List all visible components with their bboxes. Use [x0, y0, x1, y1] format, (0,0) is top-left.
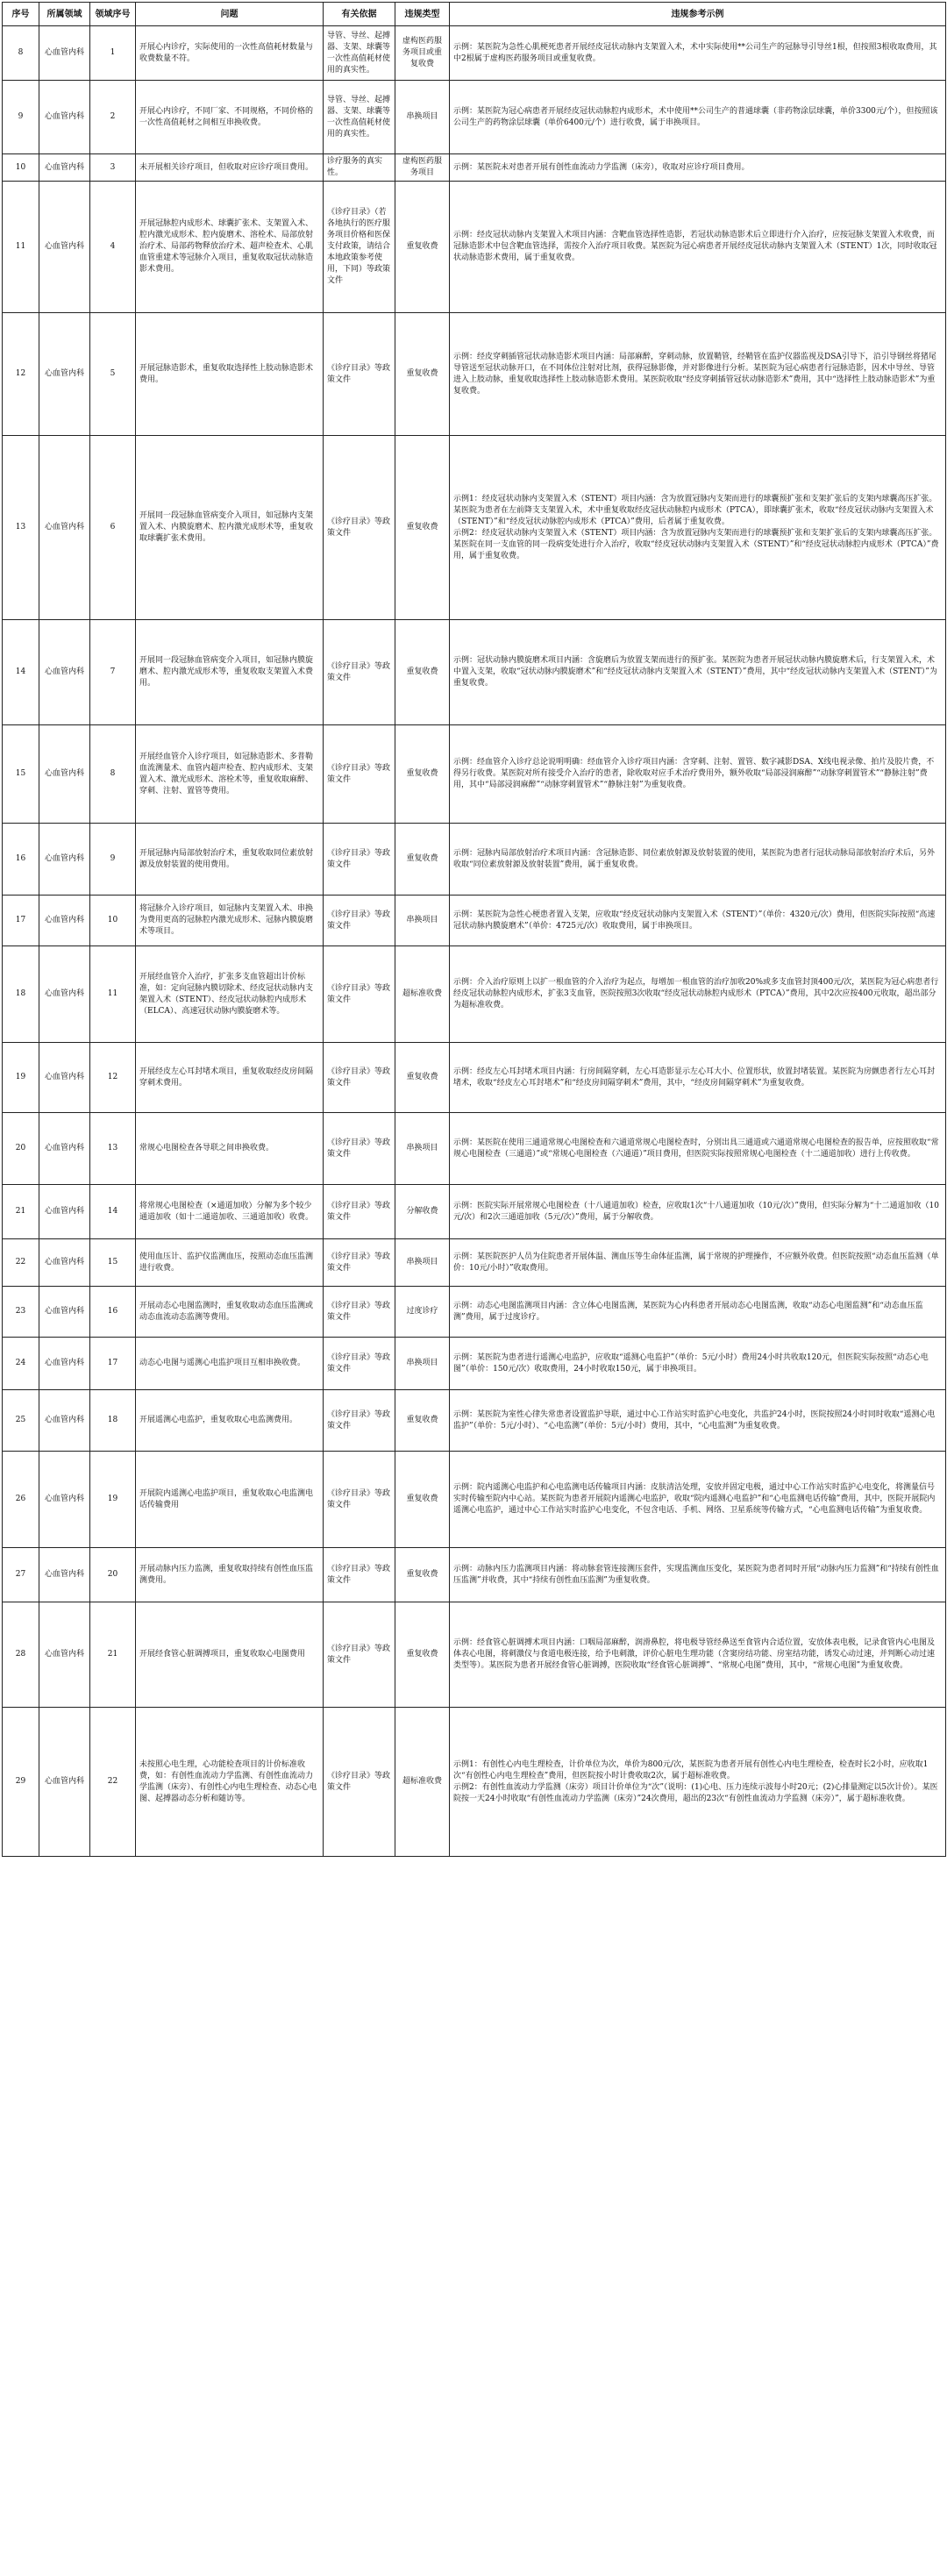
table-row	[3, 1239, 946, 1287]
row-issue: 开展同一段冠脉血管病变介入项目，如冠脉内膜旋磨术、腔内激光成形术等，重复收取支架置入术费用。	[136, 620, 324, 725]
row-violation-type: 超标准收费	[395, 1708, 450, 1857]
row-number: 13	[3, 436, 39, 620]
row-domain-number: 12	[90, 1043, 136, 1113]
row-violation-type: 重复收费	[395, 1602, 450, 1708]
row-basis: 《诊疗目录》等政策文件	[324, 1113, 395, 1185]
table-row	[3, 81, 946, 154]
row-issue: 未按照心电生理，心功能检查项目的计价标准收费，如：有创性血流动力学监测、有创性血流动力学监测（床旁）、有创性心内电生理检查、动态心电图、起搏器动态分析和随访等。	[136, 1708, 324, 1857]
row-example: 示例：某医院为冠心病患者开展经皮冠状动脉腔内成形术，术中使用**公司生产的普通球囊（非药物涂层球囊，单价3300元/个），但按照该公司生产的药物涂层球囊（单价6400元/个）进行收费，属于串换项目。	[450, 81, 946, 154]
table-row	[3, 1452, 946, 1548]
row-issue: 开展冠脉腔内成形术、球囊扩张术、支架置入术、腔内激光成形术、腔内旋磨术、溶栓术、局部放射治疗术、局部药物释放治疗术、超声检查术、心肌血管重建术等冠脉介入项目，重复收取冠状动脉造影术费用。	[136, 182, 324, 313]
header-type: 违规类型	[395, 3, 450, 26]
table-row	[3, 725, 946, 824]
table-row	[3, 824, 946, 896]
row-domain: 心血管内科	[39, 946, 90, 1043]
row-example: 示例：经皮冠状动脉内支架置入术项目内涵：含靶血管选择性造影，若冠状动脉造影术后立即进行介入治疗，应按冠脉支架置入术收费，而冠脉造影术中包含靶血管选择，需按介入治疗项目收费。某医院为冠心病患者开展经皮冠状动脉内支架置入术（STENT）1次，同时收取冠状动脉造影术费用，属于重复收费。	[450, 182, 946, 313]
row-domain: 心血管内科	[39, 1113, 90, 1185]
row-domain-number: 2	[90, 81, 136, 154]
table-row	[3, 313, 946, 436]
row-number: 9	[3, 81, 39, 154]
row-example: 示例：某医院医护人员为住院患者开展体温、测血压等生命体征监测，属于常规的护理操作，不应额外收费。但医院按照“动态血压监测（单价：10元/小时）”收取费用。	[450, 1239, 946, 1287]
row-number: 17	[3, 896, 39, 946]
row-number: 11	[3, 182, 39, 313]
row-basis: 《诊疗目录》等政策文件	[324, 1043, 395, 1113]
row-basis: 《诊疗目录》等政策文件	[324, 725, 395, 824]
row-issue: 开展冠脉造影术，重复收取选择性上肢动脉造影术费用。	[136, 313, 324, 436]
row-violation-type: 分解收费	[395, 1185, 450, 1239]
row-violation-type: 重复收费	[395, 313, 450, 436]
row-example: 示例：经皮穿刺插管冠状动脉造影术项目内涵：局部麻醉，穿刺动脉，放置鞘管，经鞘管在监护仪器监视及DSA引导下，沿引导钢丝将猪尾导管送至冠状动脉开口，在不同体位注射对比剂，获得冠脉影像，并对影像进行分析。某医院为冠心病患者行冠脉造影，因术中导丝、导管进入上肢动脉，重复收取选择性上肢动脉造影术费用。某医院收取“经皮穿刺插管冠状动脉造影术”费用，其中“选择性上肢动脉造影术”为重复收费。	[450, 313, 946, 436]
row-domain: 心血管内科	[39, 1390, 90, 1452]
row-example: 示例：某医院未对患者开展有创性血流动力学监测（床旁），收取对应诊疗项目费用。	[450, 154, 946, 182]
row-number: 28	[3, 1602, 39, 1708]
row-number: 16	[3, 824, 39, 896]
row-example: 示例：某医院为急性心肌梗死患者开展经皮冠状动脉内支架置入术，术中实际使用**公司生产的冠脉导引导丝1根，但按照3根收取费用，其中2根属于虚构医药服务项目或重复收费。	[450, 26, 946, 81]
table-row	[3, 946, 946, 1043]
row-issue: 开展心内诊疗，实际使用的一次性高值耗材数量与收费数量不符。	[136, 26, 324, 81]
row-domain-number: 16	[90, 1287, 136, 1338]
row-number: 26	[3, 1452, 39, 1548]
row-issue: 常规心电图检查各导联之间串换收费。	[136, 1113, 324, 1185]
row-domain-number: 22	[90, 1708, 136, 1857]
table-row	[3, 1708, 946, 1857]
row-domain: 心血管内科	[39, 26, 90, 81]
row-number: 14	[3, 620, 39, 725]
row-domain-number: 4	[90, 182, 136, 313]
row-issue: 动态心电图与遥测心电监护项目互相串换收费。	[136, 1338, 324, 1390]
row-number: 24	[3, 1338, 39, 1390]
row-basis: 导管、导丝、起搏器、支架、球囊等一次性高值耗材使用的真实性。	[324, 26, 395, 81]
table-row	[3, 1043, 946, 1113]
row-domain-number: 14	[90, 1185, 136, 1239]
row-basis: 《诊疗目录》等政策文件	[324, 1239, 395, 1287]
row-violation-type: 虚构医药服务项目或重复收费	[395, 26, 450, 81]
row-basis: 《诊疗目录》（若各地执行的医疗服务项目价格和医保支付政策，请结合本地政策参考使用，下同）等政策文件	[324, 182, 395, 313]
row-number: 19	[3, 1043, 39, 1113]
row-example: 示例：冠状动脉内膜旋磨术项目内涵：含旋磨后为放置支架而进行的预扩张。某医院为患者开展冠状动脉内膜旋磨术后，行支架置入术，术中置入支架，收取“冠状动脉内膜旋磨术”和“经皮冠状动脉内支架置入术（STENT）”费用，其中“经皮冠状动脉内支架置入术（STENT）”为重复收费。	[450, 620, 946, 725]
row-violation-type: 重复收费	[395, 725, 450, 824]
row-basis: 《诊疗目录》等政策文件	[324, 1185, 395, 1239]
row-violation-type: 串换项目	[395, 1239, 450, 1287]
row-issue: 开展经血管介入治疗，扩张多支血管超出计价标准，如：定向冠脉内膜切除术、经皮冠状动脉内支架置入术（STENT）、经皮冠状动脉腔内成形术（ELCA）、高速冠状动脉内膜旋磨术等。	[136, 946, 324, 1043]
row-domain-number: 5	[90, 313, 136, 436]
row-basis: 《诊疗目录》等政策文件	[324, 1390, 395, 1452]
row-domain: 心血管内科	[39, 1452, 90, 1548]
row-violation-type: 串换项目	[395, 896, 450, 946]
row-example: 示例：介入治疗原则上以扩一根血管的介入治疗为起点，每增加一根血管的治疗加收20%或多支血管封顶400元/次，某医院为冠心病患者行经皮冠状动脉腔内成形术，扩张3支血管，医院按照3次收取“经皮冠状动脉腔内成形术（PTCA）”费用，其中2次应按400元收取，超出部分为超标准收费。	[450, 946, 946, 1043]
row-basis: 《诊疗目录》等政策文件	[324, 1708, 395, 1857]
table-row	[3, 1390, 946, 1452]
header-example: 违规参考示例	[450, 3, 946, 26]
row-basis: 《诊疗目录》等政策文件	[324, 313, 395, 436]
row-violation-type: 串换项目	[395, 1113, 450, 1185]
row-number: 20	[3, 1113, 39, 1185]
row-domain: 心血管内科	[39, 1239, 90, 1287]
row-number: 15	[3, 725, 39, 824]
table-row	[3, 182, 946, 313]
row-domain-number: 19	[90, 1452, 136, 1548]
row-basis: 《诊疗目录》等政策文件	[324, 946, 395, 1043]
row-example: 示例：某医院为患者进行遥测心电监护，应收取“遥测心电监护”（单价：5元/小时）费用24小时共收取120元，但医院实际按照“动态心电图”（单价：150元/次）收取费用，24小时收取150元，属于串换项目。	[450, 1338, 946, 1390]
row-issue: 开展动脉内压力监测，重复收取持续有创性血压监测费用。	[136, 1548, 324, 1602]
row-violation-type: 超标准收费	[395, 946, 450, 1043]
row-domain: 心血管内科	[39, 154, 90, 182]
table-row	[3, 896, 946, 946]
row-number: 27	[3, 1548, 39, 1602]
header-issue: 问题	[136, 3, 324, 26]
row-example: 示例：某医院为急性心梗患者置入支架，应收取“经皮冠状动脉内支架置入术（STENT）”（单价：4320元/次）费用，但医院实际按照“高速冠状动脉内膜旋磨术”（单价：4725元/次）收取费用，属于串换项目。	[450, 896, 946, 946]
table-row	[3, 1548, 946, 1602]
row-violation-type: 重复收费	[395, 1390, 450, 1452]
row-example: 示例：经血管介入诊疗总论说明明确：经血管介入诊疗项目内涵：含穿刺、注射、置管、数字减影DSA、X线电视录像、拍片及胶片费，不得另行收费。某医院对所有接受介入治疗的患者，除收取对应手术治疗费用外，额外收取“局部浸润麻醉”“动脉穿刺置管术”“静脉注射”费用，其中“局部浸润麻醉”“动脉穿刺置管术”“静脉注射”为重复收费。	[450, 725, 946, 824]
header-domain: 所属领域	[39, 3, 90, 26]
row-basis: 《诊疗目录》等政策文件	[324, 896, 395, 946]
row-violation-type: 重复收费	[395, 824, 450, 896]
row-domain-number: 15	[90, 1239, 136, 1287]
row-violation-type: 串换项目	[395, 81, 450, 154]
violation-table	[2, 2, 946, 1857]
row-domain-number: 21	[90, 1602, 136, 1708]
row-issue: 开展遥测心电监护，重复收取心电监测费用。	[136, 1390, 324, 1452]
row-domain-number: 8	[90, 725, 136, 824]
table-row	[3, 1602, 946, 1708]
row-violation-type: 重复收费	[395, 1548, 450, 1602]
row-number: 29	[3, 1708, 39, 1857]
row-number: 10	[3, 154, 39, 182]
row-domain-number: 11	[90, 946, 136, 1043]
row-violation-type: 串换项目	[395, 1338, 450, 1390]
row-basis: 《诊疗目录》等政策文件	[324, 436, 395, 620]
row-domain: 心血管内科	[39, 436, 90, 620]
row-example: 示例：院内遥测心电监护和心电监测电话传输项目内涵：皮肤清洁处理，安放并固定电极，通过中心工作站实时监护心电变化，将测量信号实时传输至院内中心站。某医院为患者开展院内遥测心电监护，收取“院内遥测心电监护”和“心电监测电话传输”费用，其中，医院开展院内遥测心电监护，通过中心工作站实时监护心电变化，不包含电话、手机、网络、卫星系统等传输方式，“心电监测电话传输”为重复收费。	[450, 1452, 946, 1548]
row-number: 25	[3, 1390, 39, 1452]
row-domain-number: 13	[90, 1113, 136, 1185]
row-domain: 心血管内科	[39, 896, 90, 946]
row-issue: 开展同一段冠脉血管病变介入项目，如冠脉内支架置入术、内膜旋磨术、腔内激光成形术等，重复收取球囊扩张术费用。	[136, 436, 324, 620]
table-row	[3, 154, 946, 182]
row-domain: 心血管内科	[39, 620, 90, 725]
row-domain-number: 9	[90, 824, 136, 896]
table-row	[3, 1338, 946, 1390]
row-domain-number: 3	[90, 154, 136, 182]
row-example: 示例：动脉内压力监测项目内涵：将动脉套管连接测压套件，实现监测血压变化，某医院为患者同时开展“动脉内压力监测”和“持续有创性血压监测”并收费，其中“持续有创性血压监测”为重复收费。	[450, 1548, 946, 1602]
row-example: 示例：医院实际开展常规心电图检查（十八通道加收）检查，应收取1次“十八通道加收（10元/次）”费用，但实际分解为“十二通道加收（10元/次）和2次三通道加收（5元/次）”费用，属于分解收费。	[450, 1185, 946, 1239]
row-issue: 开展经食管心脏调搏项目，重复收取心电图费用	[136, 1602, 324, 1708]
row-domain: 心血管内科	[39, 1548, 90, 1602]
row-domain-number: 6	[90, 436, 136, 620]
row-number: 8	[3, 26, 39, 81]
row-issue: 开展动态心电图监测时，重复收取动态血压监测或动态血流动态监测等费用。	[136, 1287, 324, 1338]
row-issue: 将冠脉介入诊疗项目，如冠脉内支架置入术、串换为费用更高的冠脉腔内激光成形术、冠脉内膜旋磨术等项目。	[136, 896, 324, 946]
table-row	[3, 26, 946, 81]
row-domain: 心血管内科	[39, 1043, 90, 1113]
row-number: 21	[3, 1185, 39, 1239]
row-violation-type: 重复收费	[395, 1452, 450, 1548]
header-basis: 有关依据	[324, 3, 395, 26]
row-issue: 开展冠脉内局部放射治疗术，重复收取同位素放射源及放射装置的使用费用。	[136, 824, 324, 896]
row-issue: 开展经皮左心耳封堵术项目，重复收取经皮房间隔穿刺术费用。	[136, 1043, 324, 1113]
row-number: 23	[3, 1287, 39, 1338]
row-example: 示例：经食管心脏调搏术项目内涵：口咽局部麻醉，润滑鼻腔，将电极导管经鼻送至食管内合适位置，安放体表电极，记录食管内心电图及体表心电图，将刺激仪与食道电极连接，给予电刺激，评价心脏电生理功能（含窦房结功能、房室结功能，诱发心动过速，并判断心动过速类型等）。某医院为患者开展经食管心脏调搏，医院收取“经食管心脏调搏”、“常规心电图”费用，其中，“常规心电图”为重复收费。	[450, 1602, 946, 1708]
row-basis: 《诊疗目录》等政策文件	[324, 824, 395, 896]
row-issue: 开展心内诊疗，不同厂家、不同规格，不同价格的一次性高值耗材之间相互串换收费。	[136, 81, 324, 154]
row-domain: 心血管内科	[39, 824, 90, 896]
table-row	[3, 436, 946, 620]
row-violation-type: 重复收费	[395, 1043, 450, 1113]
row-basis: 《诊疗目录》等政策文件	[324, 1548, 395, 1602]
row-basis: 《诊疗目录》等政策文件	[324, 620, 395, 725]
row-issue: 开展经血管介入诊疗项目，如冠脉造影术、多普勒血流测量术、血管内超声检查、腔内成形术、支架置入术、激光成形术、溶栓术等，重复收取麻醉、穿刺、注射、置管等费用。	[136, 725, 324, 824]
row-violation-type: 重复收费	[395, 182, 450, 313]
row-number: 12	[3, 313, 39, 436]
row-domain: 心血管内科	[39, 1708, 90, 1857]
row-example: 示例：冠脉内局部放射治疗术项目内涵：含冠脉造影、同位素放射源及放射装置的使用，某医院为患者行冠状动脉局部放射治疗术后，另外收取“同位素放射源及放射装置”费用，属于重复收费。	[450, 824, 946, 896]
row-domain: 心血管内科	[39, 1287, 90, 1338]
row-basis: 《诊疗目录》等政策文件	[324, 1287, 395, 1338]
header-domain-no: 领域序号	[90, 3, 136, 26]
row-violation-type: 重复收费	[395, 620, 450, 725]
row-example: 示例1：有创性心内电生理检查，计价单位为次，单价为800元/次，某医院为患者开展有创性心内电生理检查，检查时长2小时，应收取1次“有创性心内电生理检查”费用，但医院按小时计费收取2次，属于超标准收费。 示例2：有创性血流动力学监测（床旁）项目计价单位为“次”（说明：(1)心电、压力连续示波每小时20元；(2)心排量测定以5次计价）。某医院按一天24小时收取“有创性血流动力学监测（床旁）”24次费用，超出的23次“有创性血流动力学监测（床旁）”，属于超标准收费。	[450, 1708, 946, 1857]
row-example: 示例：某医院为室性心律失常患者设置监护导联，通过中心工作站实时监护心电变化，共监护24小时，医院按照24小时同时收取“遥测心电监护”（单价：5元/小时）、“心电监测”（单价：5元/小时）费用，其中，“心电监测”为重复收费。	[450, 1390, 946, 1452]
row-domain: 心血管内科	[39, 182, 90, 313]
row-issue: 使用血压计、监护仪监测血压，按照动态血压监测进行收费。	[136, 1239, 324, 1287]
row-violation-type: 虚构医药服务项目	[395, 154, 450, 182]
row-example: 示例：动态心电图监测项目内涵：含立体心电图监测，某医院为心内科患者开展动态心电图监测，收取“动态心电图监测”和“动态血压监测”费用，属于过度诊疗。	[450, 1287, 946, 1338]
row-domain-number: 20	[90, 1548, 136, 1602]
row-domain-number: 17	[90, 1338, 136, 1390]
row-domain-number: 7	[90, 620, 136, 725]
row-violation-type: 重复收费	[395, 436, 450, 620]
row-basis: 《诊疗目录》等政策文件	[324, 1338, 395, 1390]
row-basis: 诊疗服务的真实性。	[324, 154, 395, 182]
header-row	[3, 3, 946, 26]
row-domain: 心血管内科	[39, 1602, 90, 1708]
row-issue: 将常规心电图检查（×通道加收）分解为多个较少通道加收（如十二通道加收、三通道加收）收费。	[136, 1185, 324, 1239]
row-domain: 心血管内科	[39, 313, 90, 436]
row-domain-number: 18	[90, 1390, 136, 1452]
table-row	[3, 1287, 946, 1338]
row-domain: 心血管内科	[39, 81, 90, 154]
row-violation-type: 过度诊疗	[395, 1287, 450, 1338]
row-issue: 未开展相关诊疗项目，但收取对应诊疗项目费用。	[136, 154, 324, 182]
row-number: 18	[3, 946, 39, 1043]
table-row	[3, 1113, 946, 1185]
row-example: 示例：经皮左心耳封堵术项目内涵：行房间隔穿刺，左心耳造影显示左心耳大小、位置形状，放置封堵装置。某医院为房颤患者行左心耳封堵术，收取“经皮左心耳封堵术”和“经皮房间隔穿刺术”费用，其中，“经皮房间隔穿刺术”为重复收费。	[450, 1043, 946, 1113]
row-domain: 心血管内科	[39, 725, 90, 824]
table-row	[3, 1185, 946, 1239]
row-number: 22	[3, 1239, 39, 1287]
row-domain-number: 1	[90, 26, 136, 81]
row-issue: 开展院内遥测心电监护项目，重复收取心电监测电话传输费用	[136, 1452, 324, 1548]
row-basis: 导管、导丝、起搏器、支架、球囊等一次性高值耗材使用的真实性。	[324, 81, 395, 154]
table-row	[3, 620, 946, 725]
row-basis: 《诊疗目录》等政策文件	[324, 1602, 395, 1708]
header-no: 序号	[3, 3, 39, 26]
row-example: 示例：某医院在使用三通道常规心电图检查和六通道常规心电图检查时，分别出具三通道或六通道常规心电图检查的报告单，应按照收取“常规心电图检查（三通道）”或“常规心电图检查（六通道）”项目费用，但医院实际按照常规心电图检查（十二通道加收）进行上传收费。	[450, 1113, 946, 1185]
row-basis: 《诊疗目录》等政策文件	[324, 1452, 395, 1548]
row-example: 示例1：经皮冠状动脉内支架置入术（STENT）项目内涵：含为放置冠脉内支架而进行的球囊预扩张和支架扩张后的支架内球囊高压扩张。某医院为患者在左前降支支架置入术，术中重复收取经皮冠状动脉腔内成形术（PTCA），即球囊扩张术，收取“经皮冠状动脉内支架置入术（STENT）”和“经皮冠状动脉腔内成形术（PTCA）”费用，后者属于重复收费。 示例2：经皮冠状动脉内支架置入术（STENT）项目内涵：含为放置冠脉内支架而进行的球囊预扩张和支架扩张后的支架内球囊高压扩张。某医院在同一支血管的同一段病变处进行介入治疗，收取“经皮冠状动脉内支架置入术（STENT）”和“经皮冠状动脉腔内成形术（PTCA）”费用，属于重复收费。	[450, 436, 946, 620]
row-domain: 心血管内科	[39, 1185, 90, 1239]
row-domain: 心血管内科	[39, 1338, 90, 1390]
row-domain-number: 10	[90, 896, 136, 946]
